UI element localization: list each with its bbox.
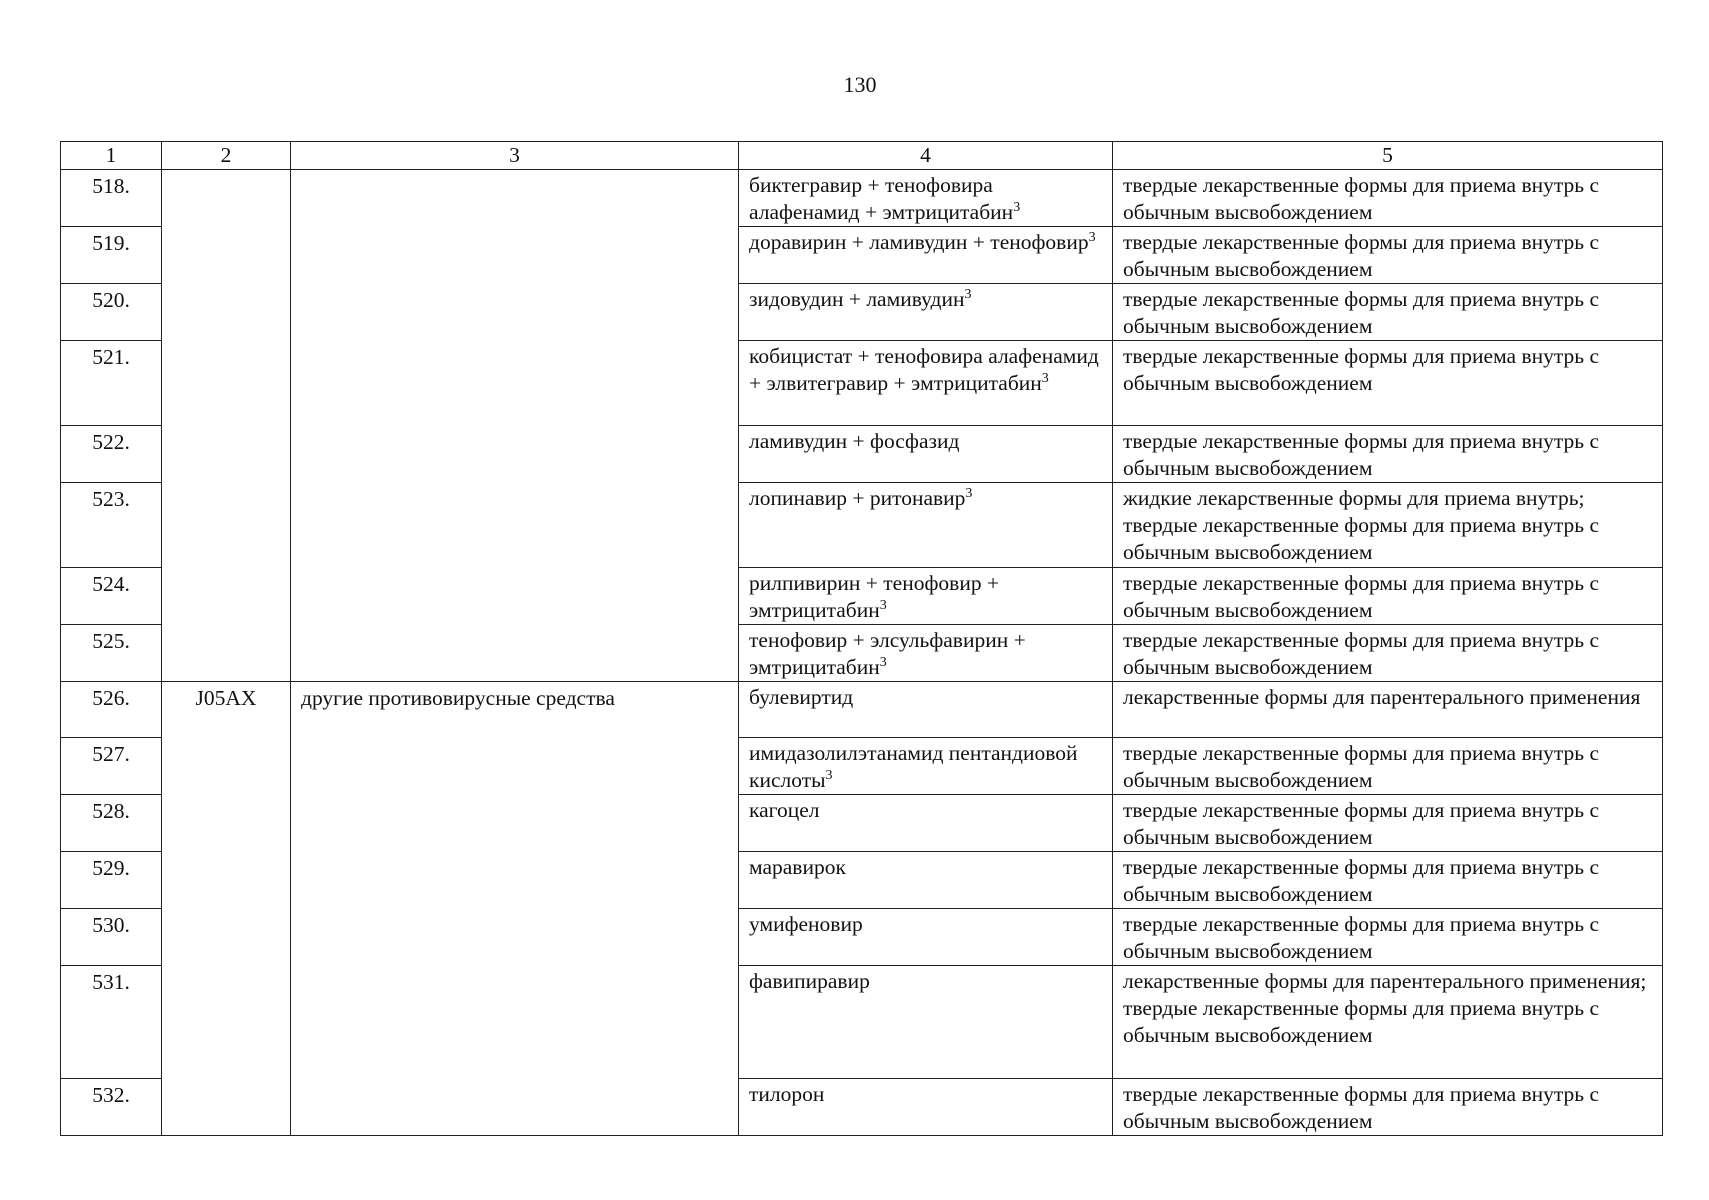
drug-name-cell [739, 738, 1113, 795]
drug-name: маравирок [749, 855, 846, 879]
drug-name: тилорон [749, 1082, 825, 1106]
dosage-forms: твердые лекарственные формы для приема внутрь с обычным высвобождением [1113, 426, 1663, 483]
drug-name: кагоцел [749, 798, 820, 822]
row-number: 528. [61, 795, 162, 852]
row-number: 530. [61, 909, 162, 966]
drug-name-cell [739, 625, 1113, 682]
dosage-forms-extra: твердые лекарственные формы для приема внутрь с обычным высвобождением [1123, 996, 1599, 1047]
drug-name-cell [739, 909, 1113, 966]
drug-name-cell [739, 852, 1113, 909]
dosage-forms: жидкие лекарственные формы для приема внутрь; [1123, 486, 1585, 510]
page-number: 130 [843, 72, 877, 97]
row-number: 525. [61, 625, 162, 682]
drug-name: кобицистат + тенофовира алафенамид + элвитегравир + эмтрицитабин [749, 344, 1099, 395]
drug-name: фавипиравир [749, 969, 870, 993]
row-number: 526. [61, 682, 162, 738]
row-number: 518. [61, 170, 162, 227]
table-row [61, 170, 1663, 227]
dosage-forms-cell [1113, 483, 1663, 568]
header-col-3: 3 [291, 142, 739, 170]
header-col-4: 4 [739, 142, 1113, 170]
drug-name-cell [739, 568, 1113, 625]
header-col-2: 2 [162, 142, 291, 170]
footnote-mark: 3 [1013, 200, 1021, 215]
dosage-forms-cell [1113, 966, 1663, 1079]
drug-name-cell [739, 795, 1113, 852]
atc-code-cell [162, 170, 291, 682]
header-row [61, 142, 1663, 170]
table-row [61, 682, 1663, 738]
footnote-mark: 3 [825, 768, 833, 783]
drug-name: ламивудин + фосфазид [749, 429, 960, 453]
drug-name-cell [739, 682, 1113, 738]
group-cell [291, 170, 739, 682]
drug-name-cell [739, 341, 1113, 426]
dosage-forms: твердые лекарственные формы для приема внутрь с обычным высвобождением [1113, 909, 1663, 966]
drug-name: лопинавир + ритонавир [749, 486, 966, 510]
dosage-forms: твердые лекарственные формы для приема внутрь с обычным высвобождением [1113, 170, 1663, 227]
drug-name: булевиртид [749, 685, 854, 709]
drug-name-cell [739, 170, 1113, 227]
row-number: 527. [61, 738, 162, 795]
row-number: 532. [61, 1079, 162, 1136]
row-number: 522. [61, 426, 162, 483]
drug-name: умифеновир [749, 912, 863, 936]
row-number: 531. [61, 966, 162, 1079]
dosage-forms: твердые лекарственные формы для приема внутрь с обычным высвобождением [1113, 795, 1663, 852]
header-col-5: 5 [1113, 142, 1663, 170]
footnote-mark: 3 [965, 486, 973, 501]
drug-name: доравирин + ламивудин + тенофовир [749, 230, 1089, 254]
dosage-forms: твердые лекарственные формы для приема внутрь с обычным высвобождением [1113, 1079, 1663, 1136]
dosage-forms: твердые лекарственные формы для приема внутрь с обычным высвобождением [1113, 852, 1663, 909]
dosage-forms: твердые лекарственные формы для приема внутрь с обычным высвобождением [1113, 341, 1663, 426]
row-number: 521. [61, 341, 162, 426]
row-number: 523. [61, 483, 162, 568]
footnote-mark: 3 [1041, 371, 1049, 386]
drug-name-cell [739, 227, 1113, 284]
row-number: 520. [61, 284, 162, 341]
drug-table [60, 141, 1663, 1136]
dosage-forms: твердые лекарственные формы для приема внутрь с обычным высвобождением [1113, 625, 1663, 682]
row-number: 529. [61, 852, 162, 909]
drug-name-cell [739, 426, 1113, 483]
footnote-mark: 3 [1088, 230, 1096, 245]
drug-name-cell [739, 1079, 1113, 1136]
header-col-1: 1 [61, 142, 162, 170]
dosage-forms: лекарственные формы для парентерального применения; [1123, 969, 1647, 993]
row-number: 519. [61, 227, 162, 284]
drug-name-cell [739, 966, 1113, 1079]
atc-code: J05AX [162, 682, 291, 1136]
drug-name: биктегравир + тенофовира алафенамид + эмтрицитабин [749, 173, 1014, 224]
dosage-forms: твердые лекарственные формы для приема внутрь с обычным высвобождением [1113, 284, 1663, 341]
drug-name-cell [739, 483, 1113, 568]
drug-name: тенофовир + элсульфавирин + эмтрицитабин [749, 628, 1026, 679]
row-number: 524. [61, 568, 162, 625]
dosage-forms: лекарственные формы для парентерального применения [1113, 682, 1663, 738]
footnote-mark: 3 [879, 598, 887, 613]
footnote-mark: 3 [879, 655, 887, 670]
footnote-mark: 3 [964, 287, 972, 302]
drug-name: зидовудин + ламивудин [749, 287, 965, 311]
dosage-forms: твердые лекарственные формы для приема внутрь с обычным высвобождением [1113, 738, 1663, 795]
group-name: другие противовирусные средства [291, 682, 739, 1136]
dosage-forms: твердые лекарственные формы для приема внутрь с обычным высвобождением [1113, 227, 1663, 284]
drug-name-cell [739, 284, 1113, 341]
dosage-forms-extra: твердые лекарственные формы для приема внутрь с обычным высвобождением [1123, 513, 1599, 564]
drug-name: рилпивирин + тенофовир + эмтрицитабин [749, 571, 1000, 622]
dosage-forms: твердые лекарственные формы для приема внутрь с обычным высвобождением [1113, 568, 1663, 625]
drug-name: имидазолилэтанамид пентандиовой кислоты [749, 741, 1078, 792]
